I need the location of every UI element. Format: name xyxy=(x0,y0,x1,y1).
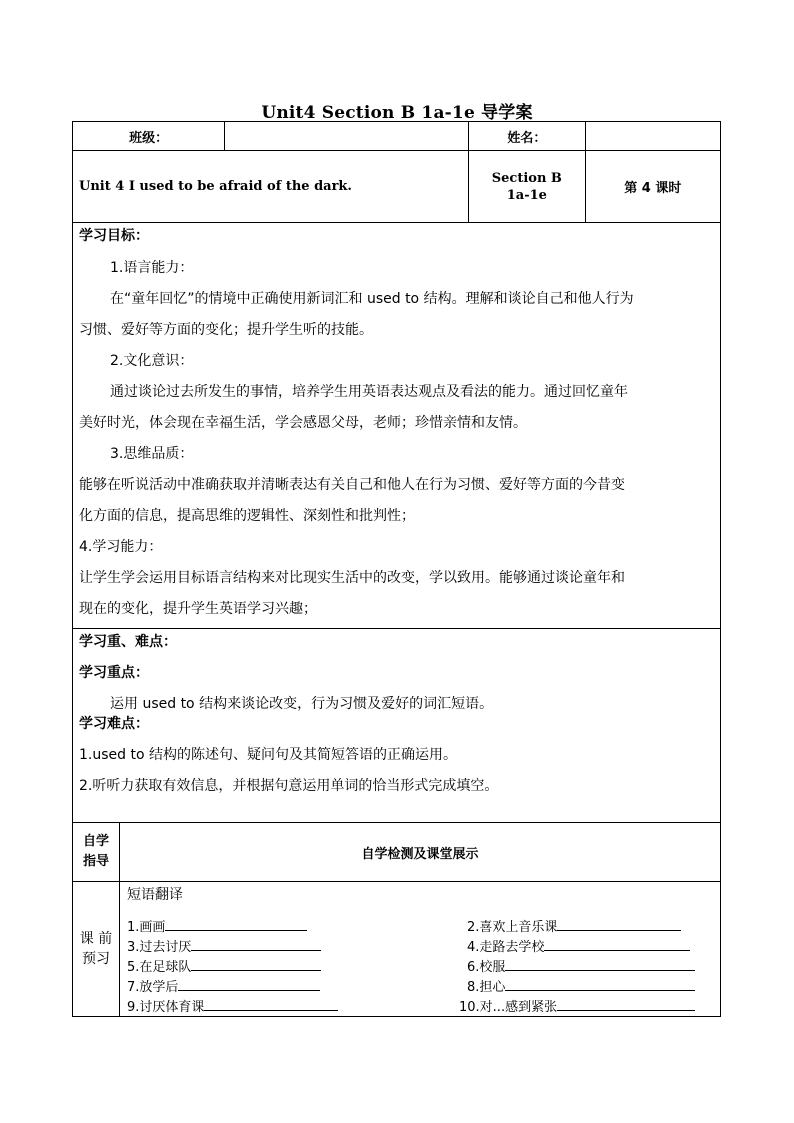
section-line-1: Section B xyxy=(491,170,562,186)
guide-table xyxy=(72,822,721,1017)
objective-1-line-2: 习惯、爱好等方面的变化；提升学生听的技能。 xyxy=(79,322,373,338)
task-title: 短语翻译 xyxy=(127,887,183,903)
header-table xyxy=(72,121,721,223)
section-line-2: 1a-1e xyxy=(506,187,547,203)
difficulty-1: 1.used to 结构的陈述句、疑问句及其简短答语的正确运用。 xyxy=(79,747,457,763)
difficulty-2: 2.听听力获取有效信息，并根据句意运用单词的恰当形式完成填空。 xyxy=(79,778,499,794)
preview-cell xyxy=(120,882,721,1017)
phrase-item-label: 6.校服 xyxy=(467,960,506,975)
class-field[interactable] xyxy=(225,122,469,151)
answer-blank[interactable] xyxy=(191,958,321,971)
objective-3-line-1: 能够在听说活动中准确获取并清晰表达有关自己和他人在行为习惯、爱好等方面的今昔变 xyxy=(79,477,625,493)
answer-blank[interactable] xyxy=(165,918,307,931)
answer-blank[interactable] xyxy=(178,978,320,991)
phrase-item-label: 2.喜欢上音乐课 xyxy=(467,920,558,935)
answer-blank[interactable] xyxy=(557,918,681,931)
answer-blank[interactable] xyxy=(505,978,695,991)
phrase-item-label: 3.过去讨厌 xyxy=(127,940,192,955)
preview-label xyxy=(73,882,120,1017)
phrase-item xyxy=(127,936,321,955)
objectives-section xyxy=(72,222,721,629)
phrase-item-label: 4.走路去学校 xyxy=(467,940,545,955)
objective-1-line-1: 在“童年回忆”的情境中正确使用新词汇和 used to 结构。理解和谈论自己和他人行为 xyxy=(110,291,634,307)
objective-4-line-1: 让学生学会运用目标语言结构来对比现实生活中的改变，学以致用。能够通过谈论童年和 xyxy=(79,570,625,586)
objective-4-title: 4.学习能力： xyxy=(79,539,163,555)
phrase-item xyxy=(127,976,320,995)
keypoints-section xyxy=(72,628,721,823)
answer-blank[interactable] xyxy=(505,958,695,971)
objective-4-line-2: 现在的变化，提升学生英语学习兴趣； xyxy=(79,601,317,617)
difficulty-heading: 学习难点： xyxy=(79,716,149,732)
focus-heading: 学习重点： xyxy=(79,665,149,681)
keypoints-heading: 学习重、难点： xyxy=(79,634,177,650)
preview-label-1: 课 前 xyxy=(79,931,113,947)
objective-2-line-2: 美好时光，体会现在幸福生活，学会感恩父母，老师；珍惜亲情和友情。 xyxy=(79,415,527,431)
phrase-item xyxy=(467,916,681,935)
objective-2-line-1: 通过谈论过去所发生的事情，培养学生用英语表达观点及看法的能力。通过回忆童年 xyxy=(110,384,628,400)
name-field[interactable] xyxy=(585,122,720,151)
phrase-item xyxy=(127,996,338,1015)
answer-blank[interactable] xyxy=(204,998,338,1011)
preview-label-2: 预习 xyxy=(82,951,110,967)
guide-header: 自学检测及课堂展示 xyxy=(120,823,721,882)
phrase-item xyxy=(459,996,695,1015)
class-label: 班级： xyxy=(73,122,225,151)
phrase-item-label: 10.对...感到紧张 xyxy=(459,1000,558,1015)
objective-3-title: 3.思维品质： xyxy=(110,446,194,462)
phrase-item xyxy=(127,916,307,935)
lesson-cell: 第 4 课时 xyxy=(585,151,720,223)
self-study-label-1: 自学 xyxy=(82,834,109,849)
phrase-item xyxy=(127,956,321,975)
unit-title: Unit 4 I used to be afraid of the dark. xyxy=(73,151,469,223)
phrase-item-label: 7.放学后 xyxy=(127,980,179,995)
phrase-item-label: 5.在足球队 xyxy=(127,960,192,975)
name-label: 姓名： xyxy=(469,122,586,151)
phrase-item xyxy=(467,936,690,955)
objective-1-title: 1.语言能力： xyxy=(110,260,194,276)
section-cell xyxy=(469,151,586,223)
self-study-label-2: 指导 xyxy=(82,854,109,869)
phrase-item-label: 1.画画 xyxy=(127,920,166,935)
focus-text: 运用 used to 结构来谈论改变，行为习惯及爱好的词汇短语。 xyxy=(110,696,494,712)
phrase-item xyxy=(467,956,695,975)
answer-blank[interactable] xyxy=(557,998,695,1011)
objective-3-line-2: 化方面的信息，提高思维的逻辑性、深刻性和批判性； xyxy=(79,508,415,524)
phrase-item-label: 8.担心 xyxy=(467,980,506,995)
self-study-label xyxy=(73,823,120,882)
objective-2-title: 2.文化意识： xyxy=(110,353,194,369)
answer-blank[interactable] xyxy=(191,938,321,951)
answer-blank[interactable] xyxy=(544,938,690,951)
objectives-heading: 学习目标： xyxy=(79,228,149,244)
phrase-item xyxy=(467,976,695,995)
page-title: Unit4 Section B 1a-1e 导学案 xyxy=(261,103,533,123)
phrase-item-label: 9.讨厌体育课 xyxy=(127,1000,205,1015)
